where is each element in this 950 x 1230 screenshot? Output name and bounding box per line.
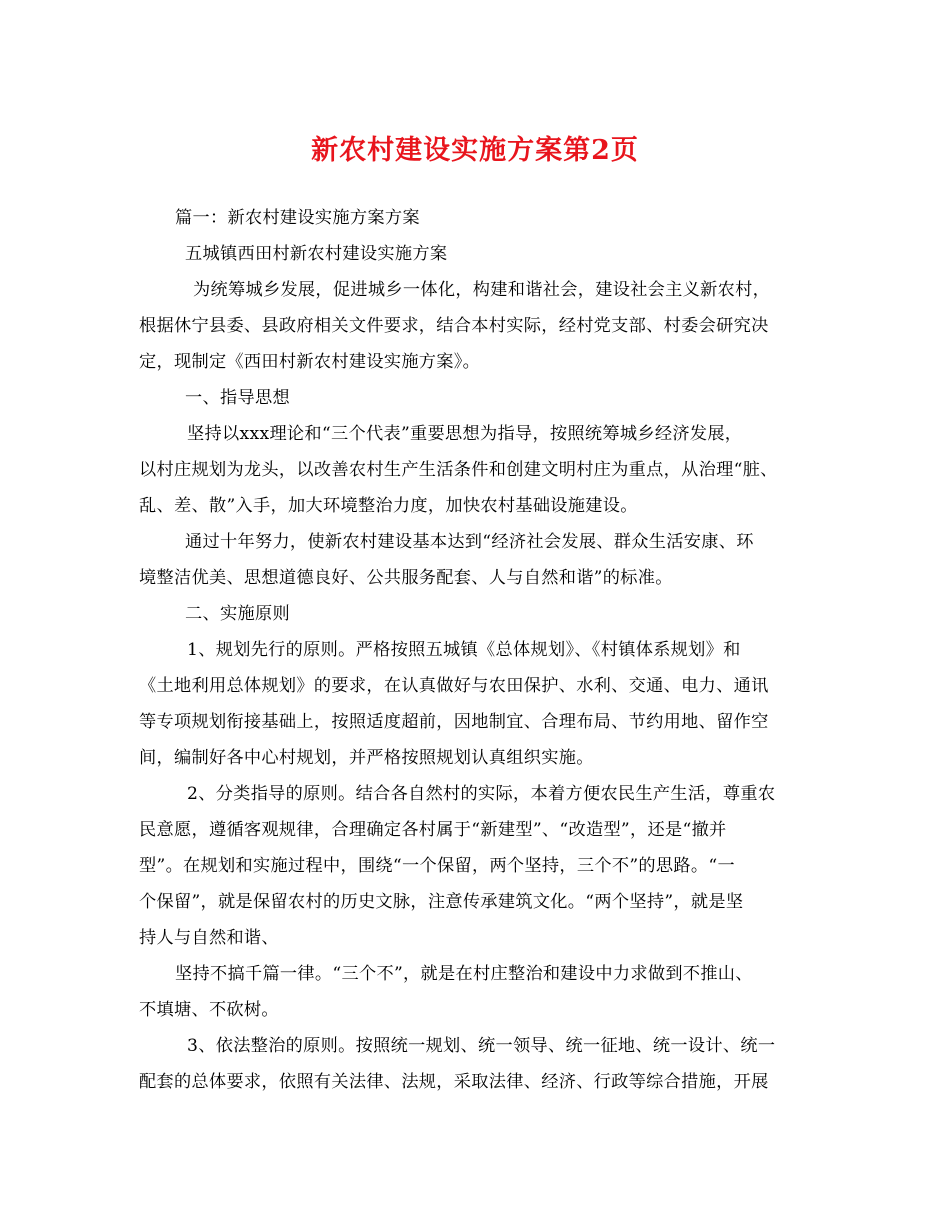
document-title: 新农村建设实施方案第2页 xyxy=(311,135,639,166)
text-line: 为统筹城乡发展，促进城乡一体化，构建和谐社会，建设社会主义新农村， xyxy=(193,280,771,300)
text-line: 3、依法整治的原则。按照统一规划、统一领导、统一征地、统一设计、统一 xyxy=(187,1036,776,1056)
text-line: 坚持以xxx理论和“三个代表”重要思想为指导，按照统筹城乡经济发展， xyxy=(187,424,743,444)
text-line: 《土地利用总体规划》的要求，在认真做好与农田保护、水利、交通、电力、通讯 xyxy=(139,676,769,696)
text-line: 境整洁优美、思想道德良好、公共服务配套、人与自然和谐”的标准。 xyxy=(139,568,673,588)
text-line: 根据休宁县委、县政府相关文件要求，结合本村实际，经村党支部、村委会研究决 xyxy=(139,316,769,336)
text-line: 型”。在规划和实施过程中，围绕“一个保留，两个坚持，三个不”的思路。“一 xyxy=(139,856,735,876)
text-line: 坚持不搞千篇一律。“三个不”，就是在村庄整治和建设中力求做到不推山、 xyxy=(175,964,753,984)
text-line: 篇一：新农村建设实施方案方案 xyxy=(175,208,420,228)
section-heading: 一、指导思想 xyxy=(185,388,290,408)
text-line: 民意愿，遵循客观规律，合理确定各村属于“新建型”、“改造型”，还是“撤并 xyxy=(139,820,727,840)
section-heading: 二、实施原则 xyxy=(185,604,290,624)
text-line: 2、分类指导的原则。结合各自然村的实际，本着方便农民生产生活，尊重农 xyxy=(187,784,776,804)
text-line: 1、规划先行的原则。严格按照五城镇《总体规划》、《村镇体系规划》和 xyxy=(187,640,741,660)
text-line: 配套的总体要求，依照有关法律、法规，采取法律、经济、行政等综合措施，开展 xyxy=(139,1072,769,1092)
text-line: 间，编制好各中心村规划，并严格按照规划认真组织实施。 xyxy=(139,748,594,768)
text-line: 不填塘、不砍树。 xyxy=(139,1000,279,1020)
text-line: 乱、差、散”入手，加大环境整治力度，加快农村基础设施建设。 xyxy=(139,496,638,516)
text-line: 等专项规划衔接基础上，按照适度超前，因地制宜、合理布局、节约用地、留作空 xyxy=(139,712,769,732)
text-line: 个保留”，就是保留农村的历史文脉，注意传承建筑文化。“两个坚持”，就是坚 xyxy=(139,892,744,912)
text-line: 定，现制定《西田村新农村建设实施方案》。 xyxy=(139,352,481,372)
text-line: 通过十年努力，使新农村建设基本达到“经济社会发展、群众生活安康、环 xyxy=(185,532,754,552)
text-line: 持人与自然和谐、 xyxy=(139,928,279,948)
text-line: 五城镇西田村新农村建设实施方案 xyxy=(185,244,448,264)
text-line: 以村庄规划为龙头，以改善农村生产生活条件和创建文明村庄为重点，从治理“脏、 xyxy=(139,460,778,480)
